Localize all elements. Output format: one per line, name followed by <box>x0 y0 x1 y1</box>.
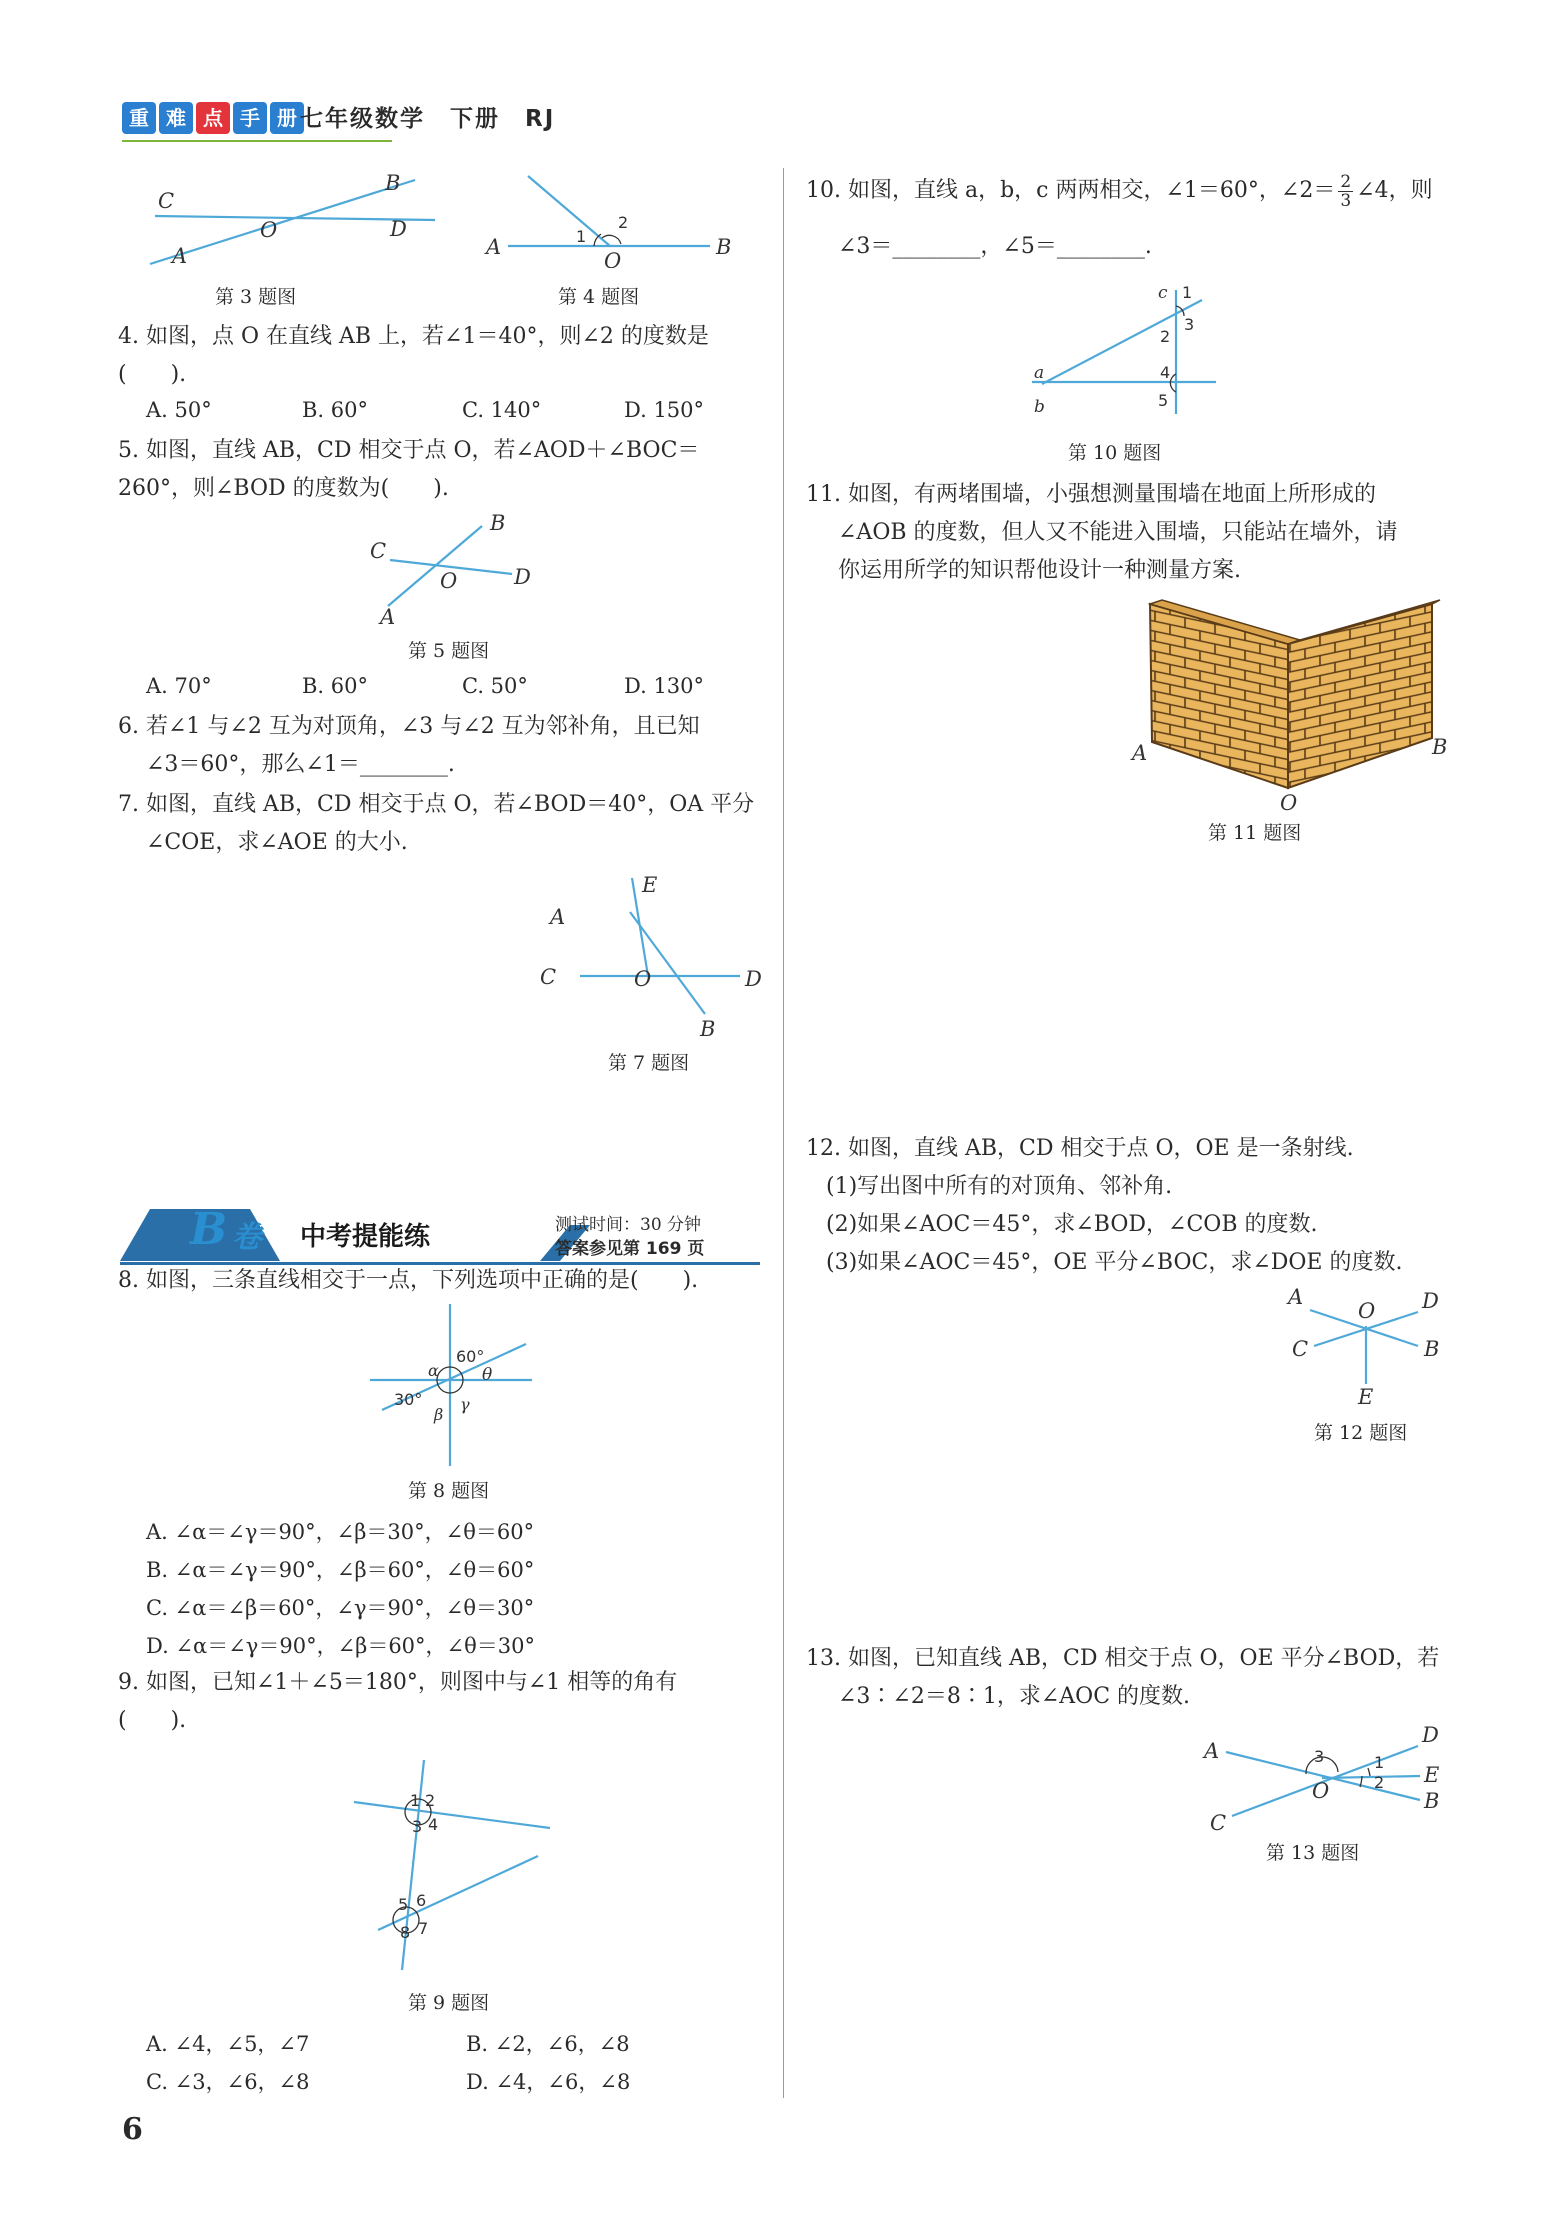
option-d: D. ∠4，∠6，∠8 <box>466 2070 631 2094</box>
option-c: C. ∠3，∠6，∠8 <box>146 2070 310 2094</box>
option-c: C. 140° <box>462 398 542 422</box>
label-b: B <box>1424 1789 1440 1813</box>
question-7-cont: ∠COE，求∠AOE 的大小. <box>146 830 408 855</box>
label-b: b <box>1034 397 1045 417</box>
label-a: A <box>1288 1285 1304 1309</box>
label-c: C <box>158 189 175 213</box>
angle-3: 3 <box>1184 315 1195 334</box>
figure-7 <box>540 864 780 1044</box>
angle-2: 2 <box>618 213 629 232</box>
figure-10 <box>1020 284 1220 424</box>
angle-theta: θ <box>482 1365 493 1385</box>
fraction <box>1338 173 1353 210</box>
angle-alpha: α <box>428 1361 439 1380</box>
angle-30: 30° <box>394 1390 423 1409</box>
figure-13 <box>1196 1716 1456 1836</box>
question-6-cont: ∠3＝60°，那么∠1＝________. <box>146 752 455 777</box>
label-d: D <box>390 217 407 241</box>
question-8: 8. 如图，三条直线相交于一点，下列选项中正确的是( ). <box>118 1268 699 1293</box>
q10-text: 10. 如图，直线 a，b，c 两两相交，∠1＝60°，∠2＝ <box>806 178 1336 203</box>
brand-logo <box>122 102 307 134</box>
angle-60: 60° <box>456 1347 485 1366</box>
angle-4: 4 <box>1160 363 1171 382</box>
option-a: A. ∠4，∠5，∠7 <box>146 2032 310 2056</box>
option-c: C. 50° <box>462 674 528 698</box>
label-c: C <box>1292 1337 1309 1361</box>
question-12-part1: (1)写出图中所有的对顶角、邻补角. <box>826 1174 1173 1199</box>
option-b: B. 60° <box>302 674 369 698</box>
angle-1: 1 <box>410 1791 421 1810</box>
brand-char: 难 <box>159 102 193 134</box>
label-o: O <box>634 967 652 991</box>
label-d: D <box>745 967 762 991</box>
header-rule <box>122 140 392 142</box>
angle-7: 7 <box>418 1919 429 1938</box>
label-o: O <box>604 249 622 268</box>
question-13-cont: ∠3∶∠2＝8∶1，求∠AOC 的度数. <box>838 1684 1191 1709</box>
question-11: 11. 如图，有两堵围墙，小强想测量围墙在地面上所形成的 <box>806 482 1376 507</box>
label-o: O <box>260 218 278 242</box>
angle-5: 5 <box>398 1895 409 1914</box>
option-b: B. 60° <box>302 398 369 422</box>
question-4-bracket: ( ). <box>118 362 187 387</box>
fraction-numerator: 2 <box>1340 171 1352 192</box>
caption-f8: 第 8 题图 <box>408 1480 490 1502</box>
section-b-letter: B <box>190 1204 228 1255</box>
option-b: B. ∠α＝∠γ＝90°，∠β＝60°，∠θ＝60° <box>146 1558 535 1582</box>
section-b-juan: 卷 <box>232 1220 262 1255</box>
question-13: 13. 如图，已知直线 AB，CD 相交于点 O，OE 平分∠BOD，若 <box>806 1646 1440 1671</box>
angle-1: 1 <box>1374 1753 1385 1772</box>
option-a: A. 50° <box>146 398 212 422</box>
label-o: O <box>1280 791 1298 815</box>
angle-beta: β <box>434 1405 444 1424</box>
angle-8: 8 <box>400 1923 411 1942</box>
label-a: A <box>550 905 566 929</box>
question-10 <box>806 172 1433 210</box>
question-6: 6. 若∠1 与∠2 互为对顶角，∠3 与∠2 互为邻补角，且已知 <box>118 714 700 739</box>
caption-f9: 第 9 题图 <box>408 1992 490 2014</box>
option-d: D. ∠α＝∠γ＝90°，∠β＝60°，∠θ＝30° <box>146 1634 536 1658</box>
label-d: D <box>1422 1289 1439 1313</box>
fraction-denominator: 3 <box>1340 190 1352 211</box>
question-11-cont: ∠AOB 的度数，但人又不能进入围墙，只能站在墙外，请 <box>838 520 1398 545</box>
section-b-title: 中考提能练 <box>300 1222 431 1252</box>
question-5: 5. 如图，直线 AB，CD 相交于点 O，若∠AOD＋∠BOC＝ <box>118 438 700 463</box>
question-9: 9. 如图，已知∠1＋∠5＝180°，则图中与∠1 相等的角有 <box>118 1670 678 1695</box>
label-o: O <box>1358 1299 1376 1323</box>
figure-9 <box>350 1750 560 1980</box>
figure-11-walls <box>1130 596 1450 816</box>
question-11-cont2: 你运用所学的知识帮他设计一种测量方案. <box>838 558 1241 583</box>
label-a: A <box>486 235 502 259</box>
option-d: D. 150° <box>624 398 705 422</box>
question-10-cont: ∠3＝________，∠5＝________. <box>838 234 1152 259</box>
label-b: B <box>1432 735 1448 759</box>
option-a: A. ∠α＝∠γ＝90°，∠β＝30°，∠θ＝60° <box>146 1520 535 1544</box>
option-b: B. ∠2，∠6，∠8 <box>466 2032 630 2056</box>
figure-12 <box>1280 1284 1460 1414</box>
figure-8 <box>360 1300 540 1470</box>
caption-f13: 第 13 题图 <box>1266 1842 1360 1864</box>
label-b: B <box>490 511 506 535</box>
caption-f5: 第 5 题图 <box>408 640 490 662</box>
brand-char: 点 <box>196 102 230 134</box>
angle-4: 4 <box>428 1815 439 1834</box>
label-e: E <box>642 873 658 897</box>
angle-1: 1 <box>1182 284 1193 302</box>
option-a: A. 70° <box>146 674 212 698</box>
label-a: a <box>1034 363 1045 383</box>
figure-5 <box>360 508 550 628</box>
brand-char: 重 <box>122 102 156 134</box>
label-b: B <box>716 235 732 259</box>
test-time: 测试时间：30 分钟 <box>555 1215 702 1235</box>
label-c: C <box>540 965 557 989</box>
angle-2: 2 <box>1160 327 1171 346</box>
angle-5: 5 <box>1158 391 1169 410</box>
option-c: C. ∠α＝∠β＝60°，∠γ＝90°，∠θ＝30° <box>146 1596 535 1620</box>
angle-2: 2 <box>425 1791 436 1810</box>
question-12-part2: (2)如果∠AOC＝45°，求∠BOD，∠COB 的度数. <box>826 1212 1318 1237</box>
label-c: c <box>1158 284 1168 303</box>
q10-tail: ∠4，则 <box>1356 178 1433 203</box>
caption-f11: 第 11 题图 <box>1208 822 1302 844</box>
figure-3 <box>140 160 470 280</box>
angle-6: 6 <box>416 1891 427 1910</box>
caption-f7: 第 7 题图 <box>608 1052 690 1074</box>
option-d: D. 130° <box>624 674 705 698</box>
label-b: B <box>385 171 401 195</box>
figure-4 <box>480 168 740 268</box>
question-12: 12. 如图，直线 AB，CD 相交于点 O，OE 是一条射线. <box>806 1136 1354 1161</box>
angle-3: 3 <box>412 1817 423 1836</box>
brand-char: 册 <box>270 102 304 134</box>
angle-gamma: γ <box>460 1395 470 1414</box>
column-divider <box>783 168 784 2098</box>
caption-f4: 第 4 题图 <box>558 286 640 308</box>
label-a: A <box>380 605 396 628</box>
label-d: D <box>514 565 531 589</box>
label-o: O <box>440 569 458 593</box>
angle-1: 1 <box>576 227 587 246</box>
answer-ref: 答案参见第 169 页 <box>555 1239 705 1259</box>
label-e: E <box>1358 1385 1374 1409</box>
brand-char: 手 <box>233 102 267 134</box>
question-5-cont: 260°，则∠BOD 的度数为( ). <box>118 476 449 501</box>
question-9-bracket: ( ). <box>118 1708 187 1733</box>
question-4: 4. 如图，点 O 在直线 AB 上，若∠1＝40°，则∠2 的度数是 <box>118 324 709 349</box>
label-o: O <box>1312 1779 1330 1803</box>
angle-2: 2 <box>1374 1773 1385 1792</box>
label-a: A <box>1204 1739 1220 1763</box>
label-c: C <box>370 539 387 563</box>
label-a: A <box>1132 741 1148 765</box>
label-b: B <box>1424 1337 1440 1361</box>
label-c: C <box>1210 1811 1227 1835</box>
caption-f12: 第 12 题图 <box>1314 1422 1408 1444</box>
question-7: 7. 如图，直线 AB，CD 相交于点 O，若∠BOD＝40°，OA 平分 <box>118 792 755 817</box>
question-12-part3: (3)如果∠AOC＝45°，OE 平分∠BOC，求∠DOE 的度数. <box>826 1250 1403 1275</box>
caption-f10: 第 10 题图 <box>1068 442 1162 464</box>
label-b: B <box>700 1017 716 1041</box>
caption-f3: 第 3 题图 <box>215 286 297 308</box>
page-number: 6 <box>122 2112 143 2147</box>
label-a: A <box>172 244 188 268</box>
label-e: E <box>1424 1763 1440 1787</box>
label-d: D <box>1422 1723 1439 1747</box>
angle-3: 3 <box>1314 1747 1325 1766</box>
book-title: 七年级数学 下册 RJ <box>300 106 556 132</box>
